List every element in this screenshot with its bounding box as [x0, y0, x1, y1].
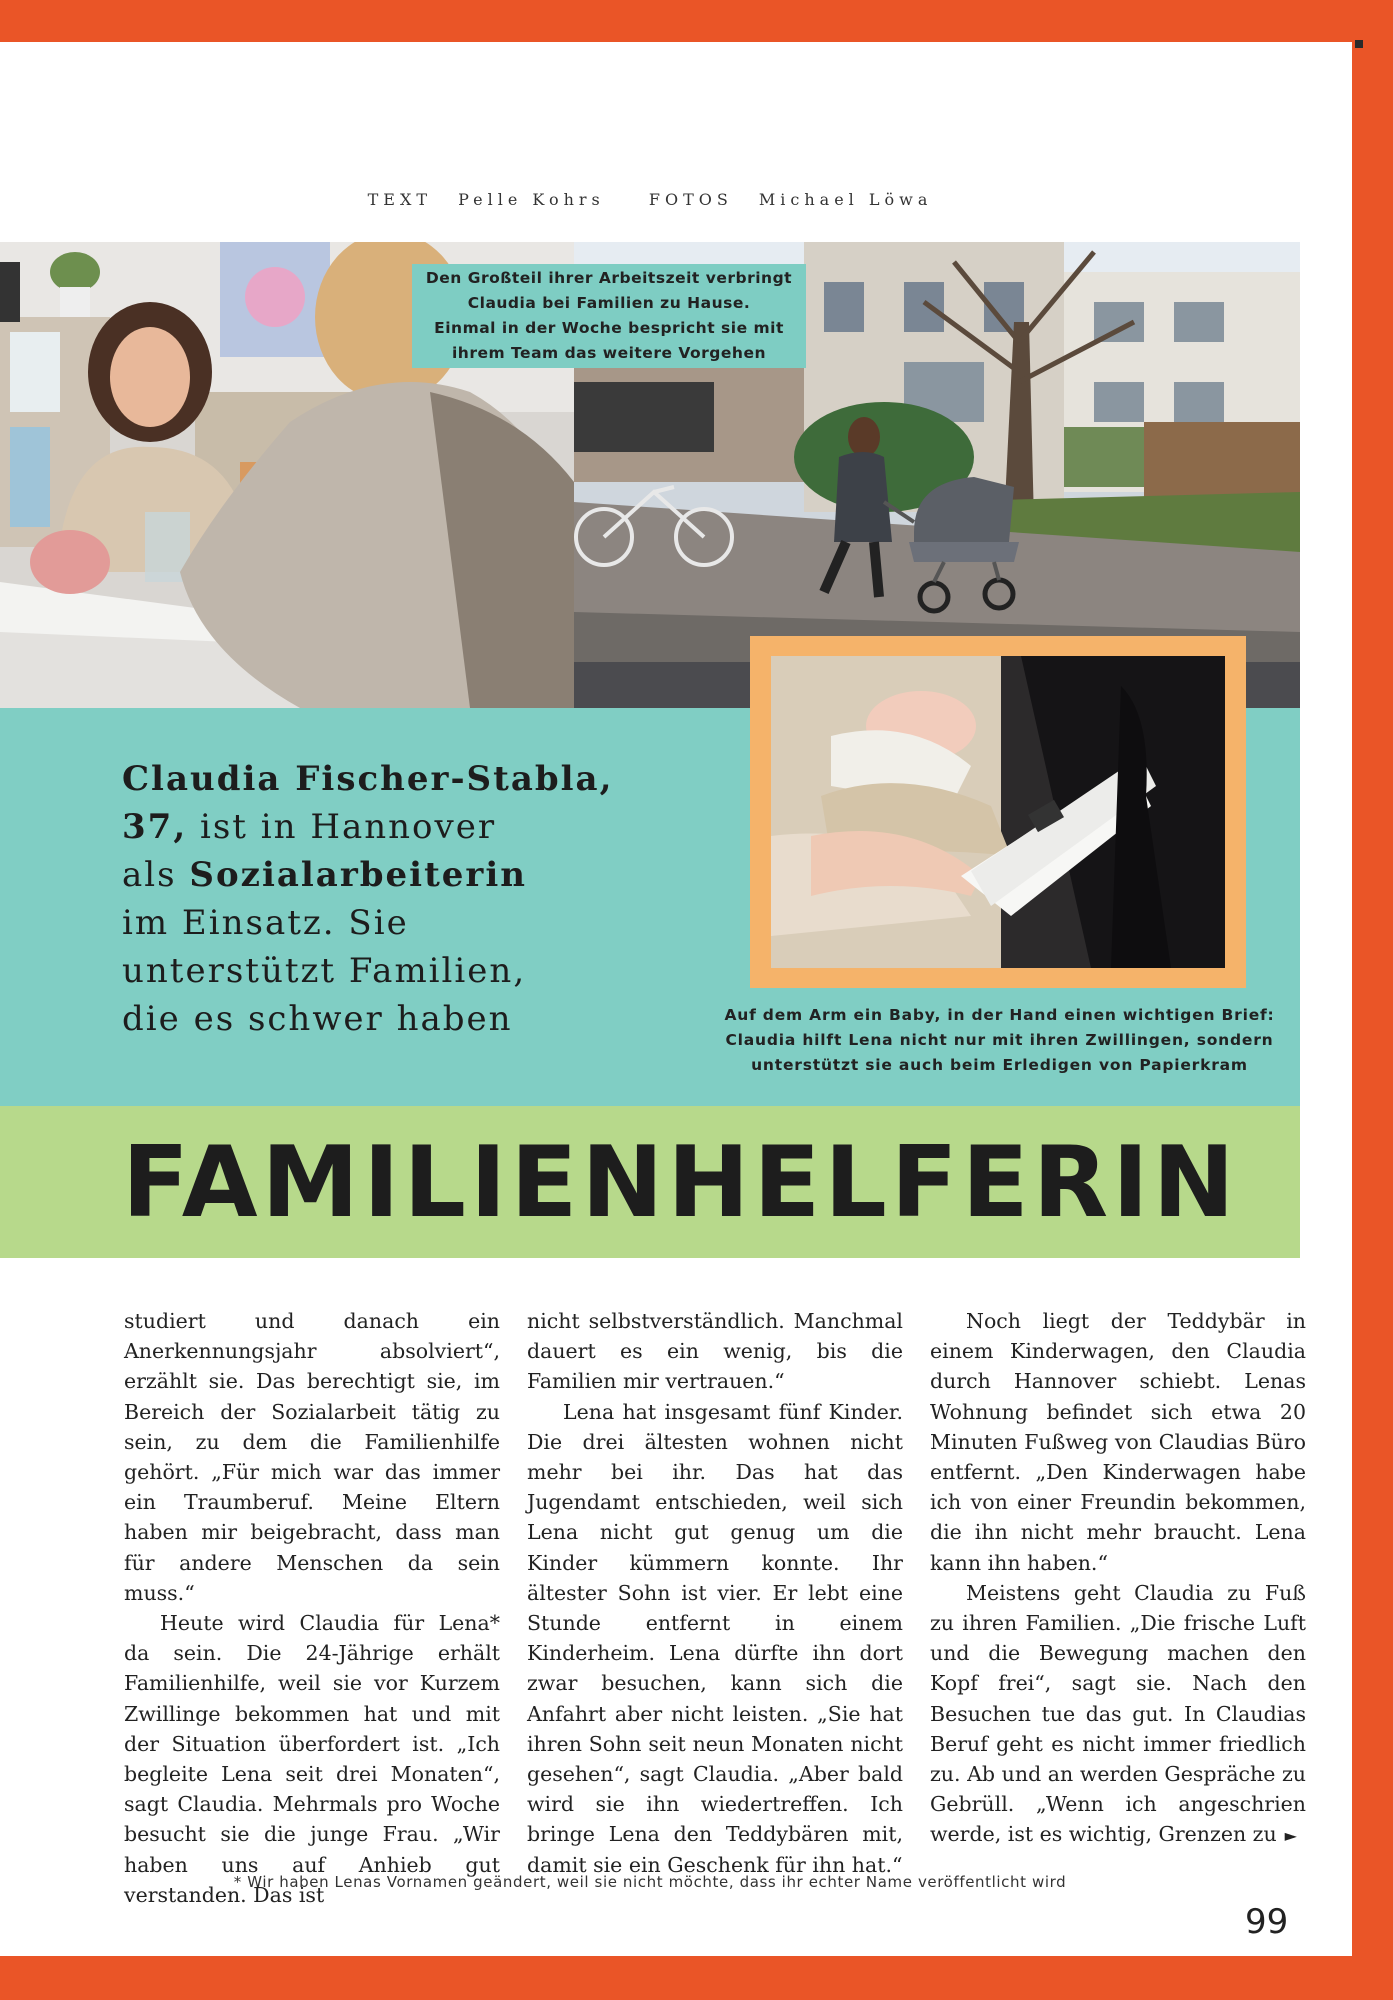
credits-photographer: Michael Löwa	[758, 190, 933, 209]
page-border-bottom	[0, 1956, 1393, 2000]
intro-age: 37,	[122, 807, 188, 847]
credits-line	[0, 190, 1300, 209]
page-border-top	[0, 0, 1393, 42]
photo-caption-line-1: Auf dem Arm ein Baby, in der Hand einen wichtigen Brief:	[724, 1006, 1275, 1024]
article-column-1	[124, 1306, 500, 1910]
article-column-3	[930, 1306, 1306, 1852]
photo-caption-line-2: Claudia hilft Lena nicht nur mit ihren Zwillingen, sondern	[725, 1031, 1274, 1049]
photo-caption-line-3: unterstützt sie auch beim Erledigen von Papierkram	[751, 1056, 1248, 1074]
top-caption-line-4: ihrem Team das weitere Vorgehen	[451, 344, 766, 362]
top-caption-line-2: Claudia bei Familien zu Hause.	[467, 294, 751, 312]
top-photo-caption	[412, 264, 806, 368]
top-caption-line-1: Den Großteil ihrer Arbeitszeit verbringt	[425, 269, 793, 287]
intro-text-5: die es schwer haben	[122, 999, 513, 1039]
baby-letter-photo	[771, 656, 1225, 968]
column-1-paragraph-2: Heute wird Claudia für Lena* da sein. Die 24-Jährige erhält Familienhilfe, weil sie vor Kurzem Zwillinge bekommen hat und mit der Situation überfordert ist. „Ich begleite Lena seit drei Monaten“, sagt Claudia. Mehrmals pro Woche besucht sie die junge Frau. „Wir haben uns auf Anhieb gut verstanden. Das ist	[124, 1611, 500, 1907]
baby-photo-caption	[712, 1003, 1287, 1078]
column-3-paragraph-2: Meistens geht Claudia zu Fuß zu ihren Familien. „Die frische Luft und die Bewegung machen den Kopf frei“, sagt sie. Nach den Besuchen tue das gut. In Claudias Beruf geht es nicht immer friedlich zu. Ab und an werden Gespräche zu Gebrüll. „Wenn ich angeschrien werde, ist es wichtig, Grenzen zu	[930, 1580, 1306, 1847]
page-number: 99	[1245, 1902, 1289, 1942]
intro-text-4: unterstützt Familien,	[122, 951, 527, 991]
intro-text-1: ist in Hannover	[187, 807, 497, 847]
continue-arrow-icon: ►	[1284, 1826, 1297, 1846]
credits-author: Pelle Kohrs	[458, 190, 605, 209]
intro-text-2: als	[122, 855, 190, 895]
credits-text-label: TEXT	[367, 190, 433, 209]
column-2-paragraph-1: nicht selbstverständlich. Manchmal dauert es ein wenig, bis die Familien mir vertrauen.“	[527, 1309, 903, 1394]
intro-role: Sozialarbeiterin	[189, 855, 527, 895]
intro-text-3: im Einsatz. Sie	[122, 903, 409, 943]
intro-text	[122, 755, 642, 1043]
credits-photos-label: FOTOS	[648, 190, 733, 209]
top-caption-line-3: Einmal in der Woche bespricht sie mit	[434, 319, 784, 337]
column-1-paragraph-1: studiert und danach ein Anerkennungsjahr absolviert“, erzählt sie. Das berechtigt sie, im Bereich der Sozialarbeit tätig zu sein, zu dem die Familienhilfe gehört. „Für mich war das immer ein Traumberuf. Meine Eltern haben mir beigebracht, dass man für andere Menschen da sein muss.“	[124, 1309, 500, 1605]
intro-name: Claudia Fischer-Stabla,	[122, 759, 614, 799]
article-column-2	[527, 1306, 903, 1880]
page-border-right	[1352, 0, 1393, 2000]
corner-mark	[1355, 40, 1363, 48]
footnote: * Wir haben Lenas Vornamen geändert, weil sie nicht möchte, dass ihr echter Name veröffentlicht wird	[233, 1873, 1067, 1891]
column-3-paragraph-1: Noch liegt der Teddybär in einem Kinderwagen, den Claudia durch Hannover schiebt. Lenas Wohnung befindet sich etwa 20 Minuten Fußweg von Claudias Büro entfernt. „Den Kinderwagen habe ich von einer Freundin bekommen, die ihn nicht mehr braucht. Lena kann ihn haben.“	[930, 1309, 1306, 1575]
column-2-paragraph-2: Lena hat insgesamt fünf Kinder. Die drei ältesten wohnen nicht mehr bei ihr. Das hat das Jugendamt entschieden, weil sich Lena nicht gut genug um die Kinder kümmern konnte. Ihr ältester Sohn ist vier. Er lebt eine Stunde entfernt in einem Kinderheim. Lena dürfte ihn dort zwar besuchen, kann sich die Anfahrt aber nicht leisten. „Sie hat ihren Sohn seit neun Monaten nicht gesehen“, sagt Claudia. „Aber bald wird sie ihn wiedertreffen. Ich bringe Lena den Teddybären mit, damit sie ein Geschenk für ihn hat.“	[527, 1399, 903, 1877]
headline: FAMILIENHELFERIN	[122, 1126, 1239, 1240]
